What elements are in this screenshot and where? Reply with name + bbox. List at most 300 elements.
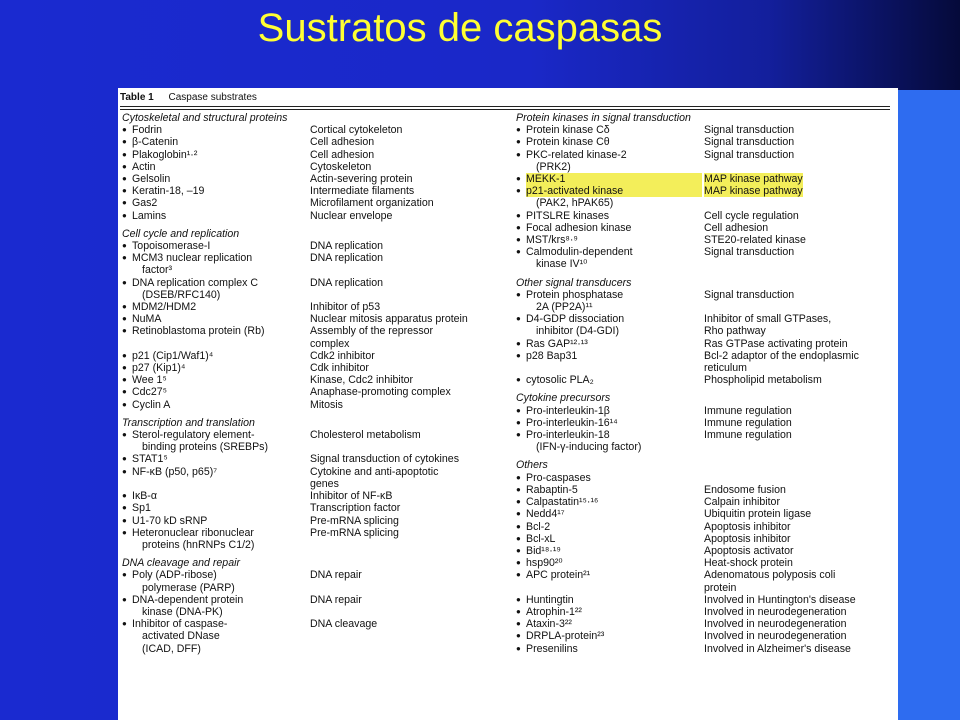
section-heading: DNA cleavage and repair [122,557,240,570]
table-row [516,313,894,325]
bullet-icon [516,582,526,594]
substrate-name [526,582,702,594]
table-row [516,197,894,209]
bullet-icon: ● [122,149,127,159]
substrate-name: Protein phosphatase [526,288,624,301]
table-row [122,386,506,398]
substrate-function: MAP kinase pathway [704,173,803,186]
substrate-function: Signal transduction [704,246,795,259]
table-row [516,429,894,441]
substrate-name: Cdc27⁵ [132,386,168,399]
substrate-name: Heteronuclear ribonuclear [132,526,254,539]
substrate-name: p21-activated kinase [526,185,702,197]
bullet-icon [122,539,132,551]
substrate-name: Actin [132,160,156,173]
substrate-function: Involved in Huntington's disease [704,593,856,606]
substrate-function: Apoptosis inhibitor [704,532,791,545]
substrate-name: DNA replication complex C [132,276,258,289]
substrate-name: Pro-interleukin-1β [526,404,610,417]
substrate-function [702,258,894,270]
table-row [122,527,506,539]
substrate-name: MST/krs⁸·⁹ [526,234,578,247]
bullet-icon [122,606,132,618]
substrate-function: Intermediate filaments [310,185,415,198]
bullet-icon: ● [122,594,127,604]
substrate-function: Rho pathway [704,325,766,338]
table-row [122,618,506,630]
substrate-function [702,441,894,453]
table-row [516,545,894,557]
table-label: Table 1 [120,92,154,103]
bullet-icon: ● [122,570,127,580]
substrate-name: Bcl-2 [526,520,551,533]
substrate-function: Ras GTPase activating protein [704,337,848,350]
table-row [122,643,506,655]
substrate-name: proteins (hnRNPs C1/2) [142,538,255,551]
table-row [516,222,894,234]
substrate-function: Immune regulation [704,416,792,429]
bullet-icon [122,441,132,453]
table-row [122,441,506,453]
substrate-name: Focal adhesion kinase [526,221,632,234]
substrate-name: kinase (DNA-PK) [142,605,223,618]
substrate-name: (ICAD, DFF) [142,642,201,655]
table-caption [120,92,257,103]
substrate-function: Involved in neurodegeneration [704,618,847,631]
table-row [516,338,894,350]
table-row [122,149,506,161]
substrate-function: Mitosis [310,398,343,411]
bullet-icon: ● [516,521,521,531]
substrate-name: Protein kinase Cθ [526,136,610,149]
bullet-icon [516,325,526,337]
substrate-name: Cyclin A [132,398,171,411]
bullet-icon: ● [516,545,521,555]
right-accent-bar [898,90,960,720]
table-row [516,136,894,148]
bullet-icon [122,289,132,301]
substrate-name: U1-70 kD sRNP [132,514,208,527]
bullet-icon [122,643,132,655]
substrate-function: Actin-severing protein [310,173,413,186]
table-row [122,301,506,313]
table-row [516,643,894,655]
substrate-name: Retinoblastoma protein (Rb) [132,325,265,338]
substrate-name: Nedd4¹⁷ [526,508,565,521]
table-row [516,289,894,301]
table-row [516,569,894,581]
substrate-name: Huntingtin [526,593,574,606]
table-row [516,582,894,594]
substrate-name: hsp90²⁰ [526,557,563,570]
bullet-icon: ● [122,174,127,184]
table-row [516,441,894,453]
substrate-function: Signal transduction [704,124,795,137]
substrate-function: Signal transduction [704,148,795,161]
bullet-icon: ● [516,350,521,360]
substrate-function: Signal transduction [704,288,795,301]
substrate-function: Cholesterol metabolism [310,429,421,442]
table-row [122,277,506,289]
substrate-name: p28 Bap31 [526,349,578,362]
table-row [516,533,894,545]
substrate-name: Gas2 [132,197,158,210]
table-row [122,478,506,490]
substrate-function: Cytoskeleton [310,160,372,173]
substrate-function: Adenomatous polyposis coli [704,569,836,582]
substrate-function: Involved in neurodegeneration [704,605,847,618]
substrate-function [308,643,506,655]
substrate-function: Signal transduction [704,136,795,149]
table-row [122,313,506,325]
substrate-function: Cytokine and anti-apoptotic [310,465,439,478]
table-rule-top [120,106,890,107]
bullet-icon: ● [122,137,127,147]
substrate-name: p27 (Kip1)⁴ [132,362,186,375]
table-row [122,338,506,350]
substrate-function [308,441,506,453]
table-row [516,124,894,136]
substrate-function [308,264,506,276]
substrate-name: IκB-α [132,490,157,503]
bullet-icon [122,582,132,594]
table-row [516,161,894,173]
table-right-column [516,112,894,655]
bullet-icon: ● [516,375,521,385]
bullet-icon [122,478,132,490]
bullet-icon: ● [122,430,127,440]
table-row [122,515,506,527]
bullet-icon: ● [516,417,521,427]
bullet-icon: ● [122,619,127,629]
substrate-name: NF-κB (p50, p65)⁷ [132,465,218,478]
table-row [122,240,506,252]
substrate-function: Involved in neurodegeneration [704,630,847,643]
section-heading: Cytoskeletal and structural proteins [122,112,288,124]
substrate-function: DNA replication [310,240,384,253]
substrate-function: Nuclear envelope [310,209,393,222]
substrate-name: PKC-related kinase-2 [526,148,627,161]
substrate-name: cytosolic PLA₂ [526,374,594,387]
bullet-icon: ● [122,314,127,324]
table-row [516,405,894,417]
bullet-icon: ● [122,186,127,196]
section-heading: Other signal transducers [516,276,632,289]
substrate-function: DNA replication [310,252,384,265]
table-row [122,197,506,209]
table-caption-text: Caspase substrates [168,92,257,103]
substrate-function: MAP kinase pathway [704,185,803,198]
substrate-function: Immune regulation [704,429,792,442]
substrate-function: Cell adhesion [704,221,769,234]
bullet-icon: ● [516,405,521,415]
bullet-icon: ● [122,302,127,312]
section-heading: Transcription and translation [122,416,255,429]
bullet-icon: ● [516,210,521,220]
bullet-icon: ● [516,619,521,629]
table-row [122,399,506,411]
substrate-name: Presenilins [526,642,578,655]
table-row [122,185,506,197]
substrate-name: D4-GDP dissociation [526,313,625,326]
table-row [122,582,506,594]
table-row [516,508,894,520]
table-row [122,606,506,618]
substrate-function: Cell adhesion [310,136,375,149]
substrate-name: Atrophin-1²² [526,605,582,618]
bullet-icon: ● [516,430,521,440]
substrate-function [308,630,506,642]
table-row [122,252,506,264]
bullet-icon: ● [516,338,521,348]
table-row [516,557,894,569]
substrate-name: Calmodulin-dependent [526,246,633,259]
substrate-function: Microfilament organization [310,197,434,210]
substrate-name: Pro-interleukin-16¹⁴ [526,416,618,429]
table-row [516,496,894,508]
substrate-function [308,539,506,551]
table-row [122,490,506,502]
substrate-name: factor³ [142,264,173,277]
bullet-icon [516,441,526,453]
substrate-name: polymerase (PARP) [142,581,235,594]
bullet-icon: ● [122,210,127,220]
table-row [516,185,894,197]
substrate-name: DNA-dependent protein [132,593,244,606]
substrate-function: Phospholipid metabolism [704,374,822,387]
substrate-function: Apoptosis activator [704,544,794,557]
bullet-icon [122,630,132,642]
bullet-icon: ● [516,570,521,580]
table-row [122,289,506,301]
bullet-icon [516,258,526,270]
substrate-name: Ataxin-3²² [526,618,572,631]
table-row [122,173,506,185]
substrate-function: Cell adhesion [310,148,375,161]
bullet-icon: ● [516,125,521,135]
substrate-function: Cortical cytokeleton [310,124,403,137]
substrate-name: Gelsolin [132,173,171,186]
substrate-function: Inhibitor of p53 [310,301,381,314]
bullet-icon: ● [122,387,127,397]
bullet-icon: ● [122,161,127,171]
bullet-icon: ● [516,247,521,257]
table-row [516,350,894,362]
bullet-icon: ● [122,253,127,263]
table-row [516,301,894,313]
section-heading: Cell cycle and replication [122,227,240,240]
section-heading: Cytokine precursors [516,392,611,405]
section-heading: Others [516,459,548,472]
table-row [516,374,894,386]
bullet-icon: ● [516,533,521,543]
table-row [122,466,506,478]
table-row [122,124,506,136]
table-row [122,569,506,581]
substrate-function: Bcl-2 adaptor of the endoplasmic [704,349,859,362]
substrate-function: Cdk2 inhibitor [310,349,375,362]
substrate-function: Apoptosis inhibitor [704,520,791,533]
table-row [122,630,506,642]
table-row [122,429,506,441]
substrate-name: NuMA [132,313,162,326]
bullet-icon: ● [122,454,127,464]
substrate-function: complex [310,337,350,350]
bullet-icon [516,197,526,209]
bullet-icon: ● [516,484,521,494]
table-row [516,246,894,258]
table-row [516,472,894,484]
bullet-icon: ● [122,491,127,501]
substrate-function: Transcription factor [310,502,401,515]
bullet-icon: ● [516,235,521,245]
table-row [122,362,506,374]
caspase-substrates-table [118,88,898,720]
table-row [516,417,894,429]
bullet-icon [122,338,132,350]
bullet-icon: ● [516,631,521,641]
substrate-name: Rabaptin-5 [526,483,578,496]
substrate-name: Plakoglobin¹·² [132,148,198,161]
table-row [122,136,506,148]
table-left-column [122,112,506,655]
substrate-function: Endosome fusion [704,483,786,496]
substrate-function [702,197,894,209]
bullet-icon: ● [122,527,127,537]
substrate-function: Pre-mRNA splicing [310,526,399,539]
table-row [516,630,894,642]
bullet-icon: ● [122,363,127,373]
section-heading: Protein kinases in signal transduction [516,112,691,124]
table-row [122,539,506,551]
substrate-function: genes [310,477,339,490]
table-row [122,264,506,276]
substrate-name [132,338,308,350]
bullet-icon [516,161,526,173]
bullet-icon: ● [516,643,521,653]
substrate-name: Inhibitor of caspase- [132,618,228,631]
substrate-name [526,362,702,374]
substrate-function: Immune regulation [704,404,792,417]
substrate-name: Wee 1⁵ [132,374,167,387]
substrate-name: MCM3 nuclear replication [132,252,253,265]
substrate-name: Sp1 [132,502,151,515]
substrate-function: Nuclear mitosis apparatus protein [310,313,468,326]
substrate-function [702,301,894,313]
substrate-name: Topoisomerase-I [132,240,211,253]
substrate-name: MDM2/HDM2 [132,301,197,314]
bullet-icon: ● [122,399,127,409]
substrate-name: Bid¹⁸·¹⁹ [526,544,561,557]
substrate-function: Inhibitor of small GTPases, [704,313,832,326]
substrate-name: Calpastatin¹⁵·¹⁶ [526,496,599,509]
substrate-name: kinase IV¹⁰ [536,258,588,271]
bullet-icon [516,301,526,313]
substrate-name: Pro-caspases [526,471,591,484]
bullet-icon: ● [122,277,127,287]
bullet-icon: ● [122,375,127,385]
bullet-icon: ● [122,466,127,476]
bullet-icon: ● [516,606,521,616]
substrate-name: Pro-interleukin-18 [526,429,610,442]
substrate-name: p21 (Cip1/Waf1)⁴ [132,349,214,362]
substrate-function: reticulum [704,362,747,375]
bullet-icon: ● [516,137,521,147]
substrate-name: (PAK2, hPAK65) [536,197,614,210]
bullet-icon: ● [516,509,521,519]
table-row [122,502,506,514]
table-row [122,210,506,222]
bullet-icon: ● [516,222,521,232]
substrate-name: APC protein²¹ [526,569,591,582]
bullet-icon: ● [122,350,127,360]
bullet-icon: ● [516,497,521,507]
bullet-icon: ● [516,149,521,159]
table-row [122,325,506,337]
table-row [516,325,894,337]
table-row [516,594,894,606]
table-row [122,374,506,386]
substrate-function: Pre-mRNA splicing [310,514,399,527]
substrate-function: protein [704,581,737,594]
substrate-name [132,478,308,490]
bullet-icon: ● [122,241,127,251]
bullet-icon: ● [516,472,521,482]
substrate-function [308,582,506,594]
substrate-function: Cdk inhibitor [310,362,369,375]
substrate-function: Kinase, Cdc2 inhibitor [310,374,414,387]
table-row [516,362,894,374]
table-rule-second [120,109,890,110]
substrate-name: Fodrin [132,124,163,137]
substrate-name: MEKK-1 [526,173,702,185]
substrate-function: Signal transduction of cytokines [310,453,459,466]
substrate-function: Cell cycle regulation [704,209,799,222]
table-row [516,149,894,161]
substrate-function: DNA repair [310,593,362,606]
table-row [122,453,506,465]
bullet-icon: ● [516,174,521,184]
table-row [516,606,894,618]
substrate-function [702,472,894,484]
bullet-icon [516,362,526,374]
slide-title: Sustratos de caspasas [257,6,663,50]
bullet-icon: ● [516,186,521,196]
substrate-function: Involved in Alzheimer's disease [704,642,851,655]
table-row [122,350,506,362]
bullet-icon: ● [122,125,127,135]
bullet-icon: ● [516,314,521,324]
substrate-name: Lamins [132,209,167,222]
table-row [516,173,894,185]
table-row [516,521,894,533]
substrate-name: Ras GAP¹²·¹³ [526,337,588,350]
bullet-icon: ● [516,594,521,604]
substrate-name: Poly (ADP-ribose) [132,569,217,582]
substrate-name: (IFN-γ-inducing factor) [536,441,642,454]
table-row [516,210,894,222]
bullet-icon: ● [122,198,127,208]
substrate-name: Bcl-xL [526,532,556,545]
substrate-name: DRPLA-protein²³ [526,630,605,643]
bullet-icon [122,264,132,276]
substrate-function [308,606,506,618]
substrate-name: activated DNase [142,630,220,643]
substrate-function: DNA cleavage [310,618,378,631]
substrate-name: Sterol-regulatory element- [132,429,255,442]
substrate-function: DNA replication [310,276,384,289]
substrate-function: Heat-shock protein [704,557,793,570]
